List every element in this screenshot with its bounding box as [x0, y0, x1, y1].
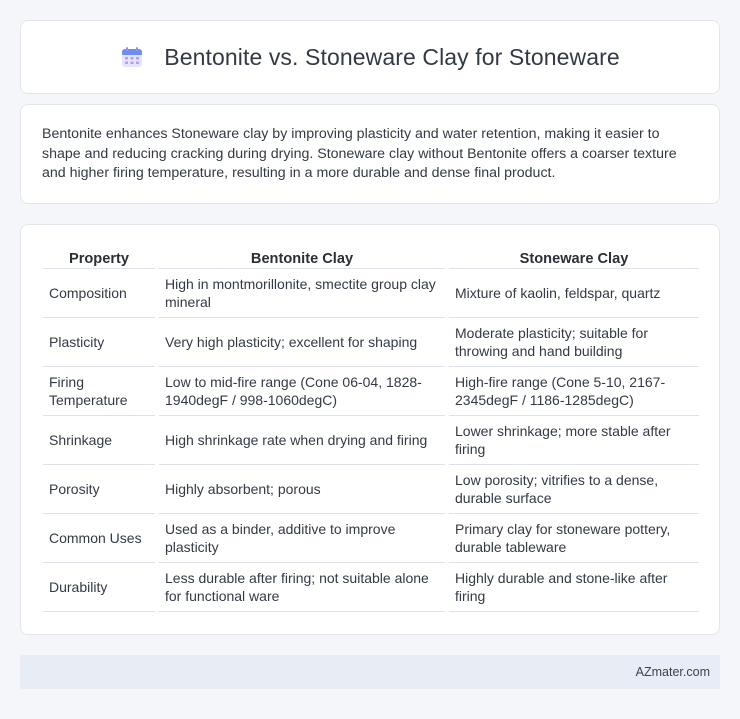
row-stoneware: Highly durable and stone-like after firing: [449, 563, 699, 612]
row-property: Composition: [43, 269, 155, 318]
table-header-row: [43, 245, 699, 269]
table-row: [43, 269, 699, 318]
header-property: Property: [43, 245, 155, 269]
row-bentonite: Very high plasticity; excellent for shaping: [159, 318, 445, 367]
table-card: [20, 224, 720, 635]
summary-text: Bentonite enhances Stoneware clay by improving plasticity and water retention, making it easier to shape and reducing cracking during drying. Stoneware clay without Bentonite offers a coarser texture and higher firing temperature, resulting in a more durable and dense final product.: [42, 126, 677, 181]
row-property: Plasticity: [43, 318, 155, 367]
row-bentonite: Used as a binder, additive to improve plasticity: [159, 514, 445, 563]
comparison-table: [43, 245, 699, 612]
row-property: Common Uses: [43, 514, 155, 563]
row-bentonite: High shrinkage rate when drying and firing: [159, 416, 445, 465]
row-stoneware: High-fire range (Cone 5-10, 2167-2345degF / 1186-1285degC): [449, 367, 699, 416]
row-property: Firing Temperature: [43, 367, 155, 416]
footer: [20, 655, 720, 689]
row-stoneware: Lower shrinkage; more stable after firing: [449, 416, 699, 465]
table-row: [43, 318, 699, 367]
row-bentonite: Highly absorbent; porous: [159, 465, 445, 514]
footer-brand: AZmater.com: [635, 665, 710, 679]
row-bentonite: High in montmorillonite, smectite group clay mineral: [159, 269, 445, 318]
row-stoneware: Mixture of kaolin, feldspar, quartz: [449, 269, 699, 318]
row-property: Durability: [43, 563, 155, 612]
row-stoneware: Moderate plasticity; suitable for throwing and hand building: [449, 318, 699, 367]
summary-card: [20, 104, 720, 204]
row-property: Shrinkage: [43, 416, 155, 465]
header-stoneware: Stoneware Clay: [449, 245, 699, 269]
calendar-icon: [120, 45, 144, 69]
row-stoneware: Primary clay for stoneware pottery, durable tableware: [449, 514, 699, 563]
title-card: [20, 20, 720, 94]
row-bentonite: Less durable after firing; not suitable alone for functional ware: [159, 563, 445, 612]
page-title: Bentonite vs. Stoneware Clay for Stoneware: [164, 43, 620, 70]
table-row: [43, 563, 699, 612]
table-row: [43, 416, 699, 465]
table-row: [43, 465, 699, 514]
table-row: [43, 367, 699, 416]
row-stoneware: Low porosity; vitrifies to a dense, durable surface: [449, 465, 699, 514]
row-property: Porosity: [43, 465, 155, 514]
table-row: [43, 514, 699, 563]
row-bentonite: Low to mid-fire range (Cone 06-04, 1828-1940degF / 998-1060degC): [159, 367, 445, 416]
header-bentonite: Bentonite Clay: [159, 245, 445, 269]
